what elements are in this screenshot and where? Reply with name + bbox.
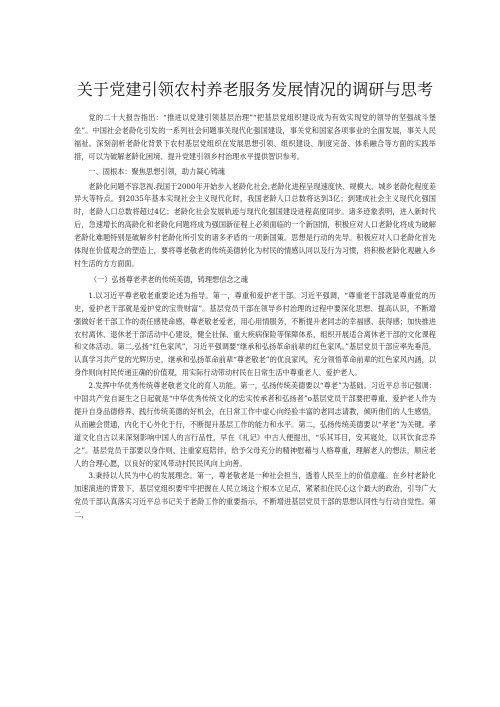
body-paragraph-2: 2.发挥中华优秀传统尊老敬老文化的育人功能。第一，弘扬传统美德要以“尊老”为基础。习近平总书记强调：中国共产党自诞生之日起就是“中华优秀传统文化的忠实传承者和弘扬者”o基层党员干部要把尊重、爱护老人作为提升自身品德修养、践行传统美德的好机会，在日常工作中虚心向经验丰富的老同志请教，倾听他们的人生感悟，从而融会贯通，内化于心外化于行，不断提升基层工作的能力和水平。第二，弘扬传统美德要以“孝老”为关键。孝道文化自古以来深刻影响中国人的言行品性，早在《礼记》中古人便提出，“乐其耳目，安其寝处，以其饮食忠养之”。基层党员干部要以身作则，注重家庭陪伴，给予父母充分的精神慰藉与人格尊重，理解老人的想法，顺应老人的合理心愿，以良好的家风带动村民民风向上向善。 <box>74 381 436 468</box>
section-paragraph: 老龄化问题不容忽视.我国于2000年开始步入老龄化社会,老龄化进程呈现速度快、规模大、城乡老龄化程度差异大等特点。到2035年基本实现社会主义现代化时，我国老龄人口总数将达到3亿；到建成社会主义现代化强国时，老龄人口总数将超过4亿；老龄化社会发展轨迹与现代化强国建设进程高度同步。诸多迹象表明，进入新时代后，急速增长的高龄化和老龄化问题将成为强国新征程上必须面临的一个新国情，积极应对人口老龄化将成为破解老龄化难题特别是破解乡村老龄化所引发的诸多矛盾的一项新国策。思想是行动的先导。积极应对人口老龄化首先体现在价值观念的塑造上，要将尊老敬老的传统美德转化为村民的情感认同以及行为习惯，将积极老龄化观融入乡村生活的方方面面。 <box>74 181 436 268</box>
subsection-heading: （一）弘扬尊老孝老的传统美德，铸理想信念之魂 <box>89 274 248 284</box>
body-paragraph-1: 1.以习近平尊老敬老重要论述为指导。第一，尊重和爱护老干部。习近平强调，“尊重老干部就是尊重党的历史，爱护老干部就是爱护党的宝贵财富”。基层党员干部在领导乡村治理的过程中要深化思想、提高认识，不断增强做好老干部工作的责任感使命感，尊老敬老爱老，用心用情服务，不断提升老同志的幸福感、获得感；加快推进农村离休、退休老干部活动中心建设，健全社保、重大疾病保险等保障体系，组织开展适合离休老干部的文化课程和文体活动。第二,弘扬“红色家风”，习近平强调要“继承和弘扬革命前辈的红色家风。”基层党员干部应率先垂范，认真学习共产党的光辉历史，继承和弘扬革命前辈“尊老敬老”的优良家风，充分领悟革命前辈的红色家风内涵，以身作则向村民传递正确的价值观，用实际行动带动村民在日常生活中尊重老人、爱护老人。 <box>74 290 436 378</box>
section-heading: 一、固根本：聚焦思想引领，助力凝心铸魂 <box>88 166 225 176</box>
document-title: 关于党建引领农村养老服务发展情况的调研与思考 <box>76 80 434 99</box>
body-paragraph-3: 3.秉持以人民为中心的发展理念。第一，尊老敬老是一种社会担当，透着人民至上的价值意蕴。在乡村老龄化加速演进的背景下，基层党组织要牢牢把握在人民立场这个根本立足点，紧紧扣住民心这个最大的政治，引导广大党员干部认真落实习近平总书记关于老龄工作的重要指示，不断增进基层党员干部的思想认同性与行动自觉性。第二， <box>74 471 436 520</box>
intro-paragraph: 党的二十大报告指出：“推进以党建引领基层治理”“把基层党组织建设成为有效实现党的领导的坚强战斗堡垒”。中国社会老龄化引发的一系列社会问题事关现代化强国建设，事关党和国家各项事业的全面发展，事关人民福祉。深刻剖析老龄化背景下农村基层党组织在发展思想引领、组织建设、制度完备、体系融合等方面的实践举措，可以为破解老龄化困境、提升党建引领乡村治理水平提供智识参考。 <box>74 113 436 161</box>
